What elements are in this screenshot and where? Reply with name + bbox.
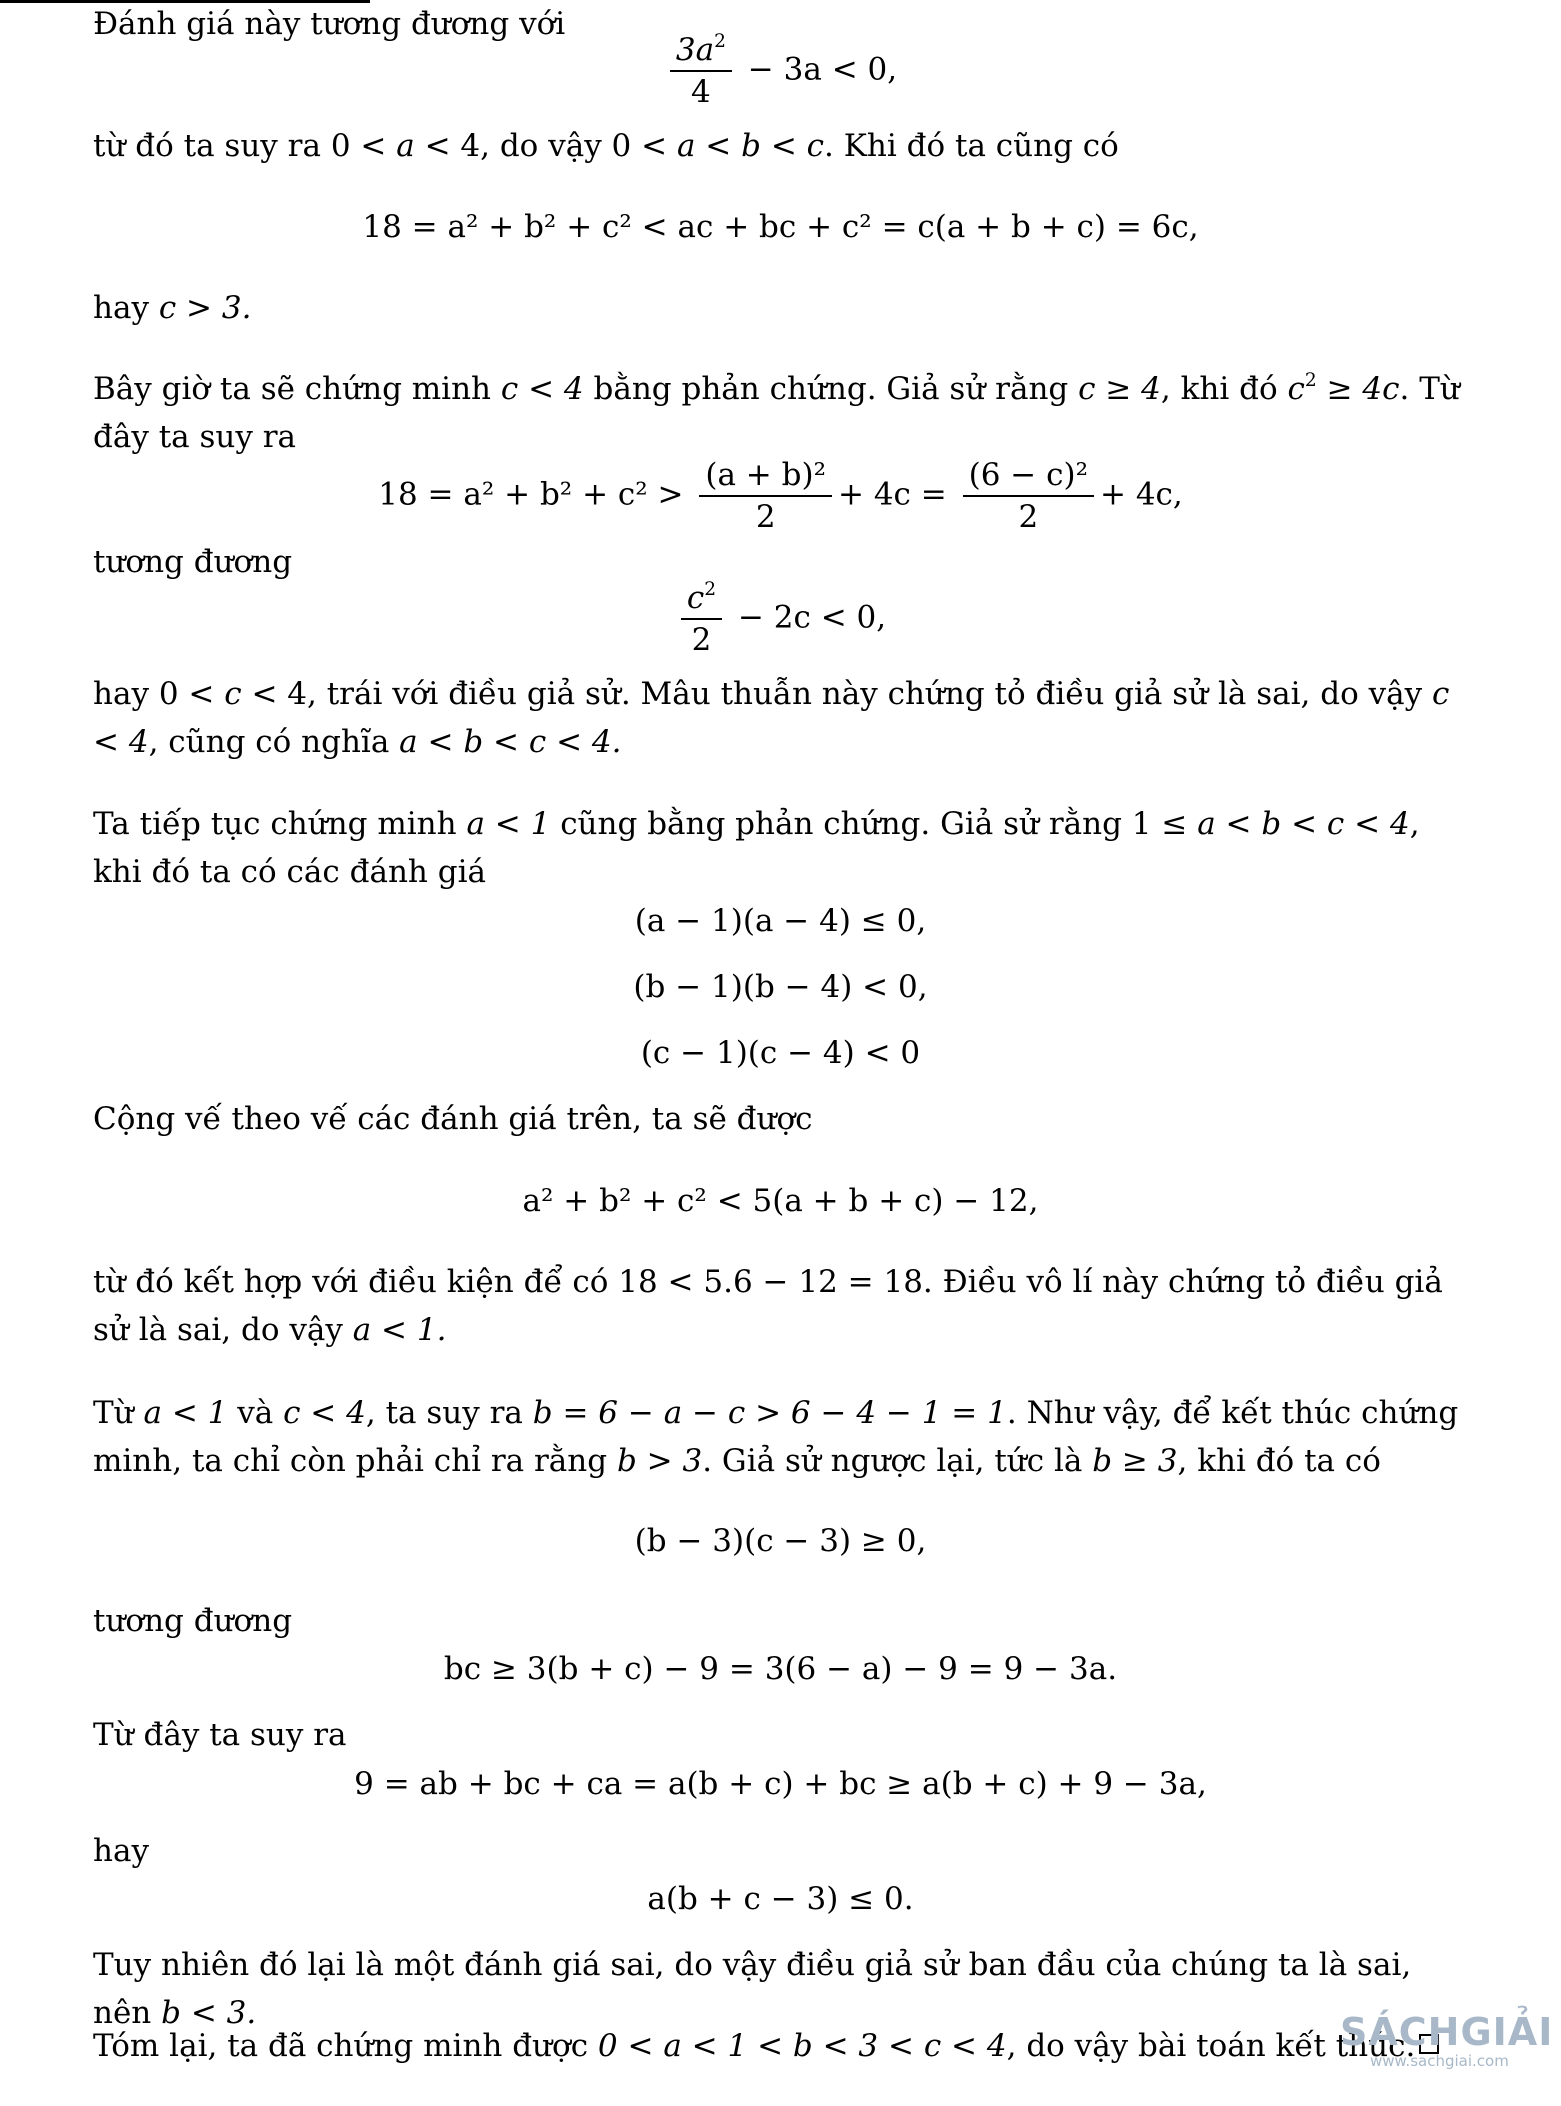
para-8: Cộng vế theo vế các đánh giá trên, ta sẽ được (93, 1101, 813, 1137)
equation-9: 9 = ab + bc + ca = a(b + c) + bc ≥ a(b + c) + 9 − 3a, (354, 1766, 1207, 1802)
para-2: từ đó ta suy ra 0 < a < 4, do vậy 0 < a < b < c. Khi đó ta cũng có (93, 128, 1119, 164)
equation-8: bc ≥ 3(b + c) − 9 = 3(6 − a) − 9 = 9 − 3a. (443, 1651, 1118, 1687)
para-9: từ đó kết hợp với điều kiện để có 18 < 5.6 − 12 = 18. Điều vô lí này chứng tỏ điều giả sử là sai, do vậy a < 1. (93, 1264, 1443, 1348)
watermark-logo: SÁCHGIẢI (1340, 2010, 1554, 2054)
equation-3: 18 = a² + b² + c² > $\frac{\text{(a + b)²}}{2}$ + 4c = $\frac{\text{(6 − c)²}}{2}$ + 4c, (378, 457, 1183, 535)
equation-7: (b − 3)(c − 3) ≥ 0, (634, 1523, 927, 1559)
para-1: Đánh giá này tương đương với (93, 6, 566, 42)
equation-2: 18 = a² + b² + c² < ac + bc + c² = c(a + b + c) = 6c, (362, 209, 1199, 245)
para-7: Ta tiếp tục chứng minh a < 1 cũng bằng phản chứng. Giả sử rằng 1 ≤ a < b < c < 4, khi đó ta có các đánh giá (93, 806, 1420, 890)
para-5: tương đương (93, 544, 293, 580)
equation-5c: (c − 1)(c − 4) < 0 (640, 1035, 921, 1071)
para-10: Từ a < 1 và c < 4, ta suy ra b = 6 − a − c > 6 − 4 − 1 = 1. Như vậy, để kết thúc chứng minh, ta chỉ còn phải chỉ ra rằng b > 3. Giả sử ngược lại, tức là b ≥ 3, khi đó ta có (93, 1395, 1459, 1479)
para-14: Tuy nhiên đó lại là một đánh giá sai, do vậy điều giả sử ban đầu của chúng ta là sai, nên b < 3. (93, 1947, 1412, 2031)
para-13: hay (93, 1833, 149, 1869)
para-3: hay c > 3. (93, 290, 252, 326)
equation-1: $\frac{3a^2}{4}$ − 3a < 0, (0, 30, 1561, 112)
equation-6: a² + b² + c² < 5(a + b + c) − 12, (522, 1183, 1039, 1219)
para-4: Bây giờ ta sẽ chứng minh c < 4 bằng phản chứng. Giả sử rằng c ≥ 4, khi đó $c^2 \ge 4c$. Từ đây ta suy ra (93, 369, 1460, 455)
para-12: Từ đây ta suy ra (93, 1717, 347, 1753)
para-6: hay 0 < c < 4, trái với điều giả sử. Mâu thuẫn này chứng tỏ điều giả sử là sai, do vậy c < 4, cũng có nghĩa a < b < c < 4. (93, 676, 1450, 760)
equation-4: $\frac{c^2}{2}$ − 2c < 0, (0, 578, 1561, 660)
equation-10: a(b + c − 3) ≤ 0. (647, 1881, 914, 1917)
watermark (1340, 2010, 1553, 2070)
equation-5a: (a − 1)(a − 4) ≤ 0, (634, 903, 927, 939)
para-15: Tóm lại, ta đã chứng minh được 0 < a < 1 < b < 3 < c < 4, do vậy bài toán kết thúc. (93, 2022, 1473, 2070)
equation-5b: (b − 1)(b − 4) < 0, (633, 969, 928, 1005)
watermark-url: www.sachgiai.com (1370, 2052, 1509, 2070)
para-11: tương đương (93, 1603, 293, 1639)
